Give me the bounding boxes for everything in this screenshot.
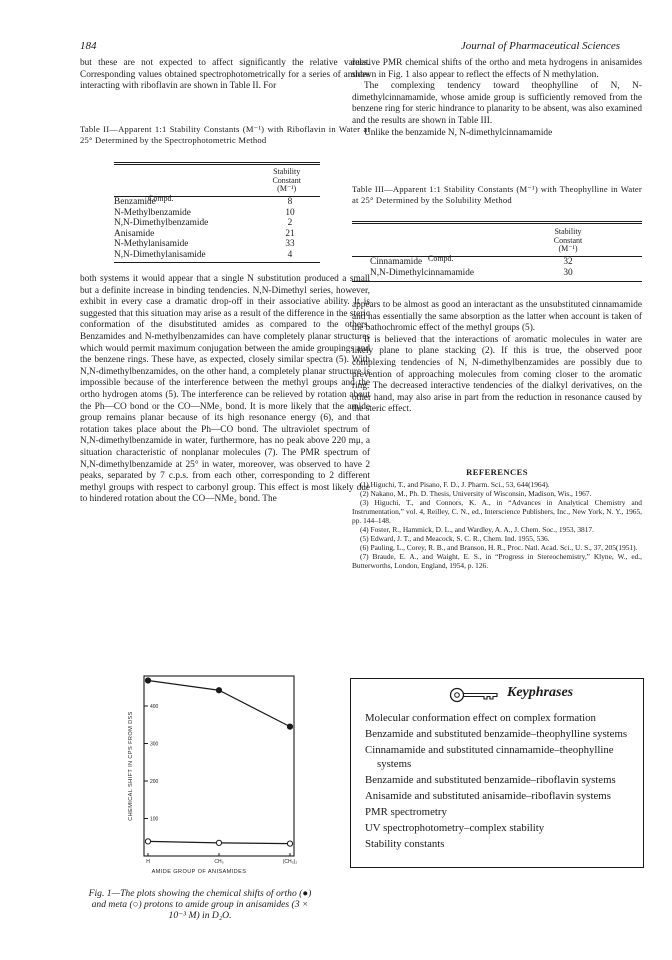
- right-column-top: [352, 58, 642, 139]
- body-paragraph: relative PMR chemical shifts of the ortho and meta hydrogens in anisamides shown in Fig. 1 also appear to reflect the effects of N methylation.: [352, 58, 642, 80]
- table-row: Anisamide 21: [114, 228, 295, 239]
- table-row: N,N-Dimethylbenzamide 2: [114, 218, 293, 229]
- y-tick-label: 100: [150, 816, 159, 823]
- meta-point: [216, 840, 221, 845]
- keyphrases-list: [365, 711, 635, 853]
- x-tick-label: H: [146, 859, 150, 865]
- reference-item: (3) Higuchi, T., and Connors, K. A., in “Advances in Analytical Chemistry and Instrumentation,” vol. 4, Reilley, C. N., ed., Interscience Publishers, Inc., New York, N. Y., 1965, pp. 144–148.: [352, 498, 642, 525]
- meta-point: [287, 841, 292, 846]
- body-paragraph: but these are not expected to affect significantly the relative values. Corresponding values obtained spectrophotometrically for a series of amides interacting with riboflavin are shown in Table II. For: [80, 58, 370, 92]
- table-2-caption: Table II—Apparent 1:1 Stability Constants (M⁻¹) with Riboflavin in Water at 25° Determined by the Spectrophotometric Method: [80, 124, 370, 145]
- y-tick-label: 300: [150, 741, 159, 748]
- meta-point: [145, 839, 150, 844]
- key-icon: [449, 687, 501, 703]
- table-2-header-stability: Stability: [273, 167, 301, 176]
- table-2-header-compound: Compd.: [148, 193, 174, 203]
- left-column-top: [80, 58, 370, 93]
- table-row: N,N-Dimethylanisamide 4: [114, 249, 293, 260]
- table-row: N-Methylanisamide 33: [114, 239, 295, 250]
- ortho-point: [145, 678, 150, 683]
- right-column-mid: [352, 300, 642, 416]
- table-2-header-constant: Constant: [272, 175, 301, 185]
- body-paragraph: The complexing tendency toward theophylline of N, N-dimethylcinnamamide, whose amide group is sufficiently removed from the benzene ring for steric hindrance to planarity to be absent, was also examined and the results are shown in Table III.: [352, 81, 642, 126]
- table-2-body: [114, 197, 320, 261]
- table-3-header-unit: (M⁻¹): [558, 244, 578, 253]
- keyphrase-item: Stability constants: [365, 838, 445, 850]
- figure-1-caption: Fig. 1—The plots showing the chemical shifts of ortho (●) and meta (○) protons to amide group in anisamides (3 × 10⁻³ M) in D₂O.: [88, 888, 312, 922]
- ortho-point: [287, 724, 292, 729]
- reference-item: (1) Higuchi, T., and Pisano, F. D., J. Pharm. Sci., 53, 644(1964).: [360, 480, 550, 489]
- table-3-caption: Table III—Apparent 1:1 Stability Constants (M⁻¹) with Theophylline in Water at 25° Determined by the Solubility Method: [352, 184, 642, 205]
- keyphrase-item: Benzamide and substituted benzamide–riboflavin systems: [365, 774, 616, 786]
- y-axis-label: CHEMICAL SHIFT IN CPS FROM DSS: [128, 711, 134, 821]
- table-row: Cinnamamide 32: [370, 257, 573, 267]
- references-list: [352, 480, 642, 570]
- journal-title: Journal of Pharmaceutical Sciences: [460, 40, 620, 52]
- table-3-header-constant: Constant: [553, 235, 583, 245]
- references-heading: REFERENCES: [466, 467, 528, 477]
- body-paragraph: both systems it would appear that a single N substitution produced a small but a definite increase in binding tendencies. N,N-Dimethyl series, however, exhibit in every case a dramatic drop-off in their associative ability. It is suggested that this situation may arise as a result of the difference in the steric conformation of the disubstituted amides as compared to the others. Benzamides and N-methylbenzamides can have completely planar structures which would permit maximum conjugation between the amide groupings and the benzene rings. These have, as expected, closely similar spectra (5). With N,N-dimethylbenzamides, on the other hand, a completely planar structure is impossible because of the interference between the methyl groups and the ortho hydrogen atoms (5). The interference can be relieved by rotation about the Ph—CO bond or the CO—NMe₂ bond. It is more likely that the amide group remains planar because of its high resonance energy (6), and that rotation takes place about the Ph—CO bond. The ultraviolet spectrum of N,N-dimethylbenzamide in water, furthermore, has no peak above 220 mμ, a situation characteristic of nonplanar molecules (7). The PMR spectrum of N,N-dimethylbenzamide at 25° in water, moreover, was observed to have 2 peaks, separated by 7 c.p.s. from each other, corresponding to 2 different methyl groups with respect to carbonyl group. This effect is most likely due to hindered rotation about the CO—NMe₂ bond. The: [80, 274, 371, 505]
- table-2-top-rule-2: [114, 164, 320, 165]
- table-row: N-Methylbenzamide 10: [114, 207, 295, 218]
- y-tick-label: 200: [150, 779, 159, 785]
- table-3-header-stability: Stability: [554, 227, 582, 236]
- y-tick-label: 400: [150, 704, 159, 710]
- figure-1-chart: [80, 672, 370, 884]
- keyphrase-item: UV spectrophotometry–complex stability: [365, 822, 545, 834]
- x-axis-label: AMIDE GROUP OF ANISAMIDES: [151, 869, 247, 875]
- reference-item: (6) Pauling, L., Corey, R. B., and Branson, H. R., Proc. Natl. Acad. Sci., U. S., 37, 205(1951).: [360, 543, 638, 552]
- keyphrase-item: Anisamide and substituted anisamide–riboflavin systems: [365, 790, 611, 802]
- keyphrase-item: Cinnamamide and substituted cinnamamide–theophylline systems: [365, 744, 614, 770]
- ortho-point: [216, 688, 221, 693]
- left-column-mid: [80, 274, 370, 506]
- keyphrase-item: PMR spectrometry: [365, 806, 447, 818]
- keyphrase-item: Molecular conformation effect on complex formation: [365, 712, 596, 724]
- keyphrases-header: [449, 685, 639, 705]
- table-3-bottom-rule: [352, 281, 642, 282]
- x-tick-label: (CH₃)₂: [282, 859, 298, 865]
- table-3-top-rule: [352, 221, 642, 222]
- x-tick-label: CH₃: [214, 859, 224, 865]
- table-3-header-compound: Compd.: [428, 253, 454, 263]
- body-paragraph: appears to be almost as good an interactant as the unsubstituted cinnamamide and has essentially the same absorption as the latter when account is taken of the bathochromic effect of the methyl groups (5).: [352, 300, 642, 334]
- table-2-bottom-rule: [114, 262, 320, 263]
- reference-item: (7) Braude, E. A., and Waight, E. S., in “Progress in Stereochemistry,” Klyne, W., ed., Butterworths, London, England, 1954, p. 126.: [352, 552, 642, 570]
- plot-frame: [144, 676, 294, 856]
- table-3-body: [370, 257, 600, 278]
- body-paragraph: It is believed that the interactions of aromatic molecules in water are likely plane to plane stacking (2). If this is true, the observed poor complexing tendencies of N, N-dimethylbenzamides are possibly due to prevention of approaching molecules from coming closer to the aromatic ring. The decreased interactive tendencies of the dialkyl derivatives, on the other hand, may also arise in part from the reduction in resonance caused by the steric effect.: [352, 334, 642, 415]
- table-2-header-unit: (M⁻¹): [277, 184, 297, 193]
- reference-item: (5) Edward, J. T., and Meacock, S. C. R., Chem. Ind. 1955, 536.: [360, 534, 550, 543]
- table-3-top-rule-2: [352, 223, 642, 224]
- reference-item: (2) Nakano, M., Ph. D. Thesis, University of Wisconsin, Madison, Wis., 1967.: [360, 489, 592, 498]
- body-paragraph: Unlike the benzamide N, N-dimethylcinnamamide: [364, 127, 553, 138]
- reference-item: (4) Foster, R., Hammick, D. L., and Wardley, A. A., J. Chem. Soc., 1953, 3817.: [360, 525, 594, 534]
- table-row: N,N-Dimethylcinnamamide 30: [370, 267, 573, 278]
- table-2-top-rule: [114, 162, 320, 163]
- keyphrases-box: [350, 678, 644, 868]
- page-number: 184: [80, 40, 97, 52]
- keyphrases-title: Keyphrases: [507, 685, 574, 700]
- keyphrase-item: Benzamide and substituted benzamide–theophylline systems: [365, 728, 628, 740]
- table-row: Benzamide 8: [114, 197, 293, 207]
